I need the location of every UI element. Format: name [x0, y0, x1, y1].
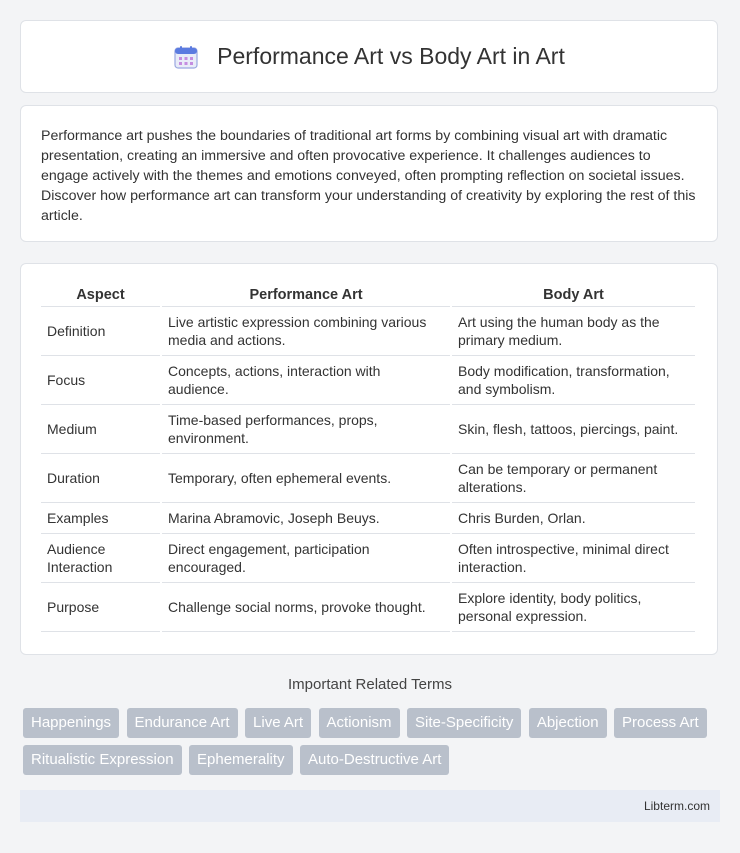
related-terms-title: Important Related Terms — [288, 676, 452, 693]
cell-aspect: Examples — [41, 503, 160, 534]
tag-live-art[interactable]: Live Art — [245, 708, 311, 738]
tag-site-specificity[interactable]: Site-Specificity — [407, 708, 521, 738]
cell-aspect: Medium — [41, 405, 160, 454]
table-row — [41, 583, 695, 632]
cell-performance-art: Time-based performances, props, environment. — [162, 405, 450, 454]
cell-performance-art: Challenge social norms, provoke thought. — [162, 583, 450, 632]
tag-happenings[interactable]: Happenings — [23, 708, 119, 738]
table-row — [41, 307, 695, 356]
cell-body-art: Body modification, transformation, and symbolism. — [452, 356, 695, 405]
intro-text: Performance art pushes the boundaries of traditional art forms by combining visual art with dramatic presentation, creating an immersive and often provocative experience. It challenges audiences to engage actively with the themes and emotions conveyed, often prompting reflection on societal issues. Discover how performance art can transform your understanding of creativity by exploring the rest of this article. — [41, 128, 696, 224]
column-header-aspect: Aspect — [41, 284, 160, 307]
tag-endurance-art[interactable]: Endurance Art — [127, 708, 238, 738]
tag-process-art[interactable]: Process Art — [614, 708, 707, 738]
table-row — [41, 534, 695, 583]
tag-ephemerality[interactable]: Ephemerality — [189, 745, 293, 775]
cell-aspect: Definition — [41, 307, 160, 356]
tag-actionism[interactable]: Actionism — [319, 708, 400, 738]
cell-body-art: Chris Burden, Orlan. — [452, 503, 695, 534]
comparison-card — [20, 263, 718, 655]
table-header-row — [41, 284, 695, 307]
intro-card — [20, 105, 718, 242]
column-header-performance-art: Performance Art — [162, 284, 450, 307]
cell-aspect: Purpose — [41, 583, 160, 632]
footer-brand-link[interactable]: Libterm.com — [643, 799, 710, 813]
related-terms-list — [23, 708, 723, 782]
cell-body-art: Skin, flesh, tattoos, piercings, paint. — [452, 405, 695, 454]
table-row — [41, 405, 695, 454]
cell-body-art: Can be temporary or permanent alterations. — [452, 454, 695, 503]
cell-aspect: Focus — [41, 356, 160, 405]
cell-aspect: Audience Interaction — [41, 534, 160, 583]
column-header-body-art: Body Art — [452, 284, 695, 307]
cell-performance-art: Direct engagement, participation encouraged. — [162, 534, 450, 583]
page-header — [20, 20, 718, 93]
tag-ritualistic-expression[interactable]: Ritualistic Expression — [23, 745, 182, 775]
page-title: Performance Art vs Body Art in Art — [217, 43, 565, 69]
cell-body-art: Often introspective, minimal direct interaction. — [452, 534, 695, 583]
comparison-table — [39, 284, 697, 632]
tag-abjection[interactable]: Abjection — [529, 708, 607, 738]
cell-body-art: Art using the human body as the primary medium. — [452, 307, 695, 356]
cell-body-art: Explore identity, body politics, personal expression. — [452, 583, 695, 632]
cell-performance-art: Concepts, actions, interaction with audience. — [162, 356, 450, 405]
tag-auto-destructive-art[interactable]: Auto-Destructive Art — [300, 745, 449, 775]
table-row — [41, 356, 695, 405]
cell-performance-art: Live artistic expression combining various media and actions. — [162, 307, 450, 356]
cell-aspect: Duration — [41, 454, 160, 503]
table-row — [41, 503, 695, 534]
cell-performance-art: Temporary, often ephemeral events. — [162, 454, 450, 503]
cell-performance-art: Marina Abramovic, Joseph Beuys. — [162, 503, 450, 534]
footer — [20, 790, 720, 822]
calendar-icon — [173, 44, 199, 70]
table-row — [41, 454, 695, 503]
